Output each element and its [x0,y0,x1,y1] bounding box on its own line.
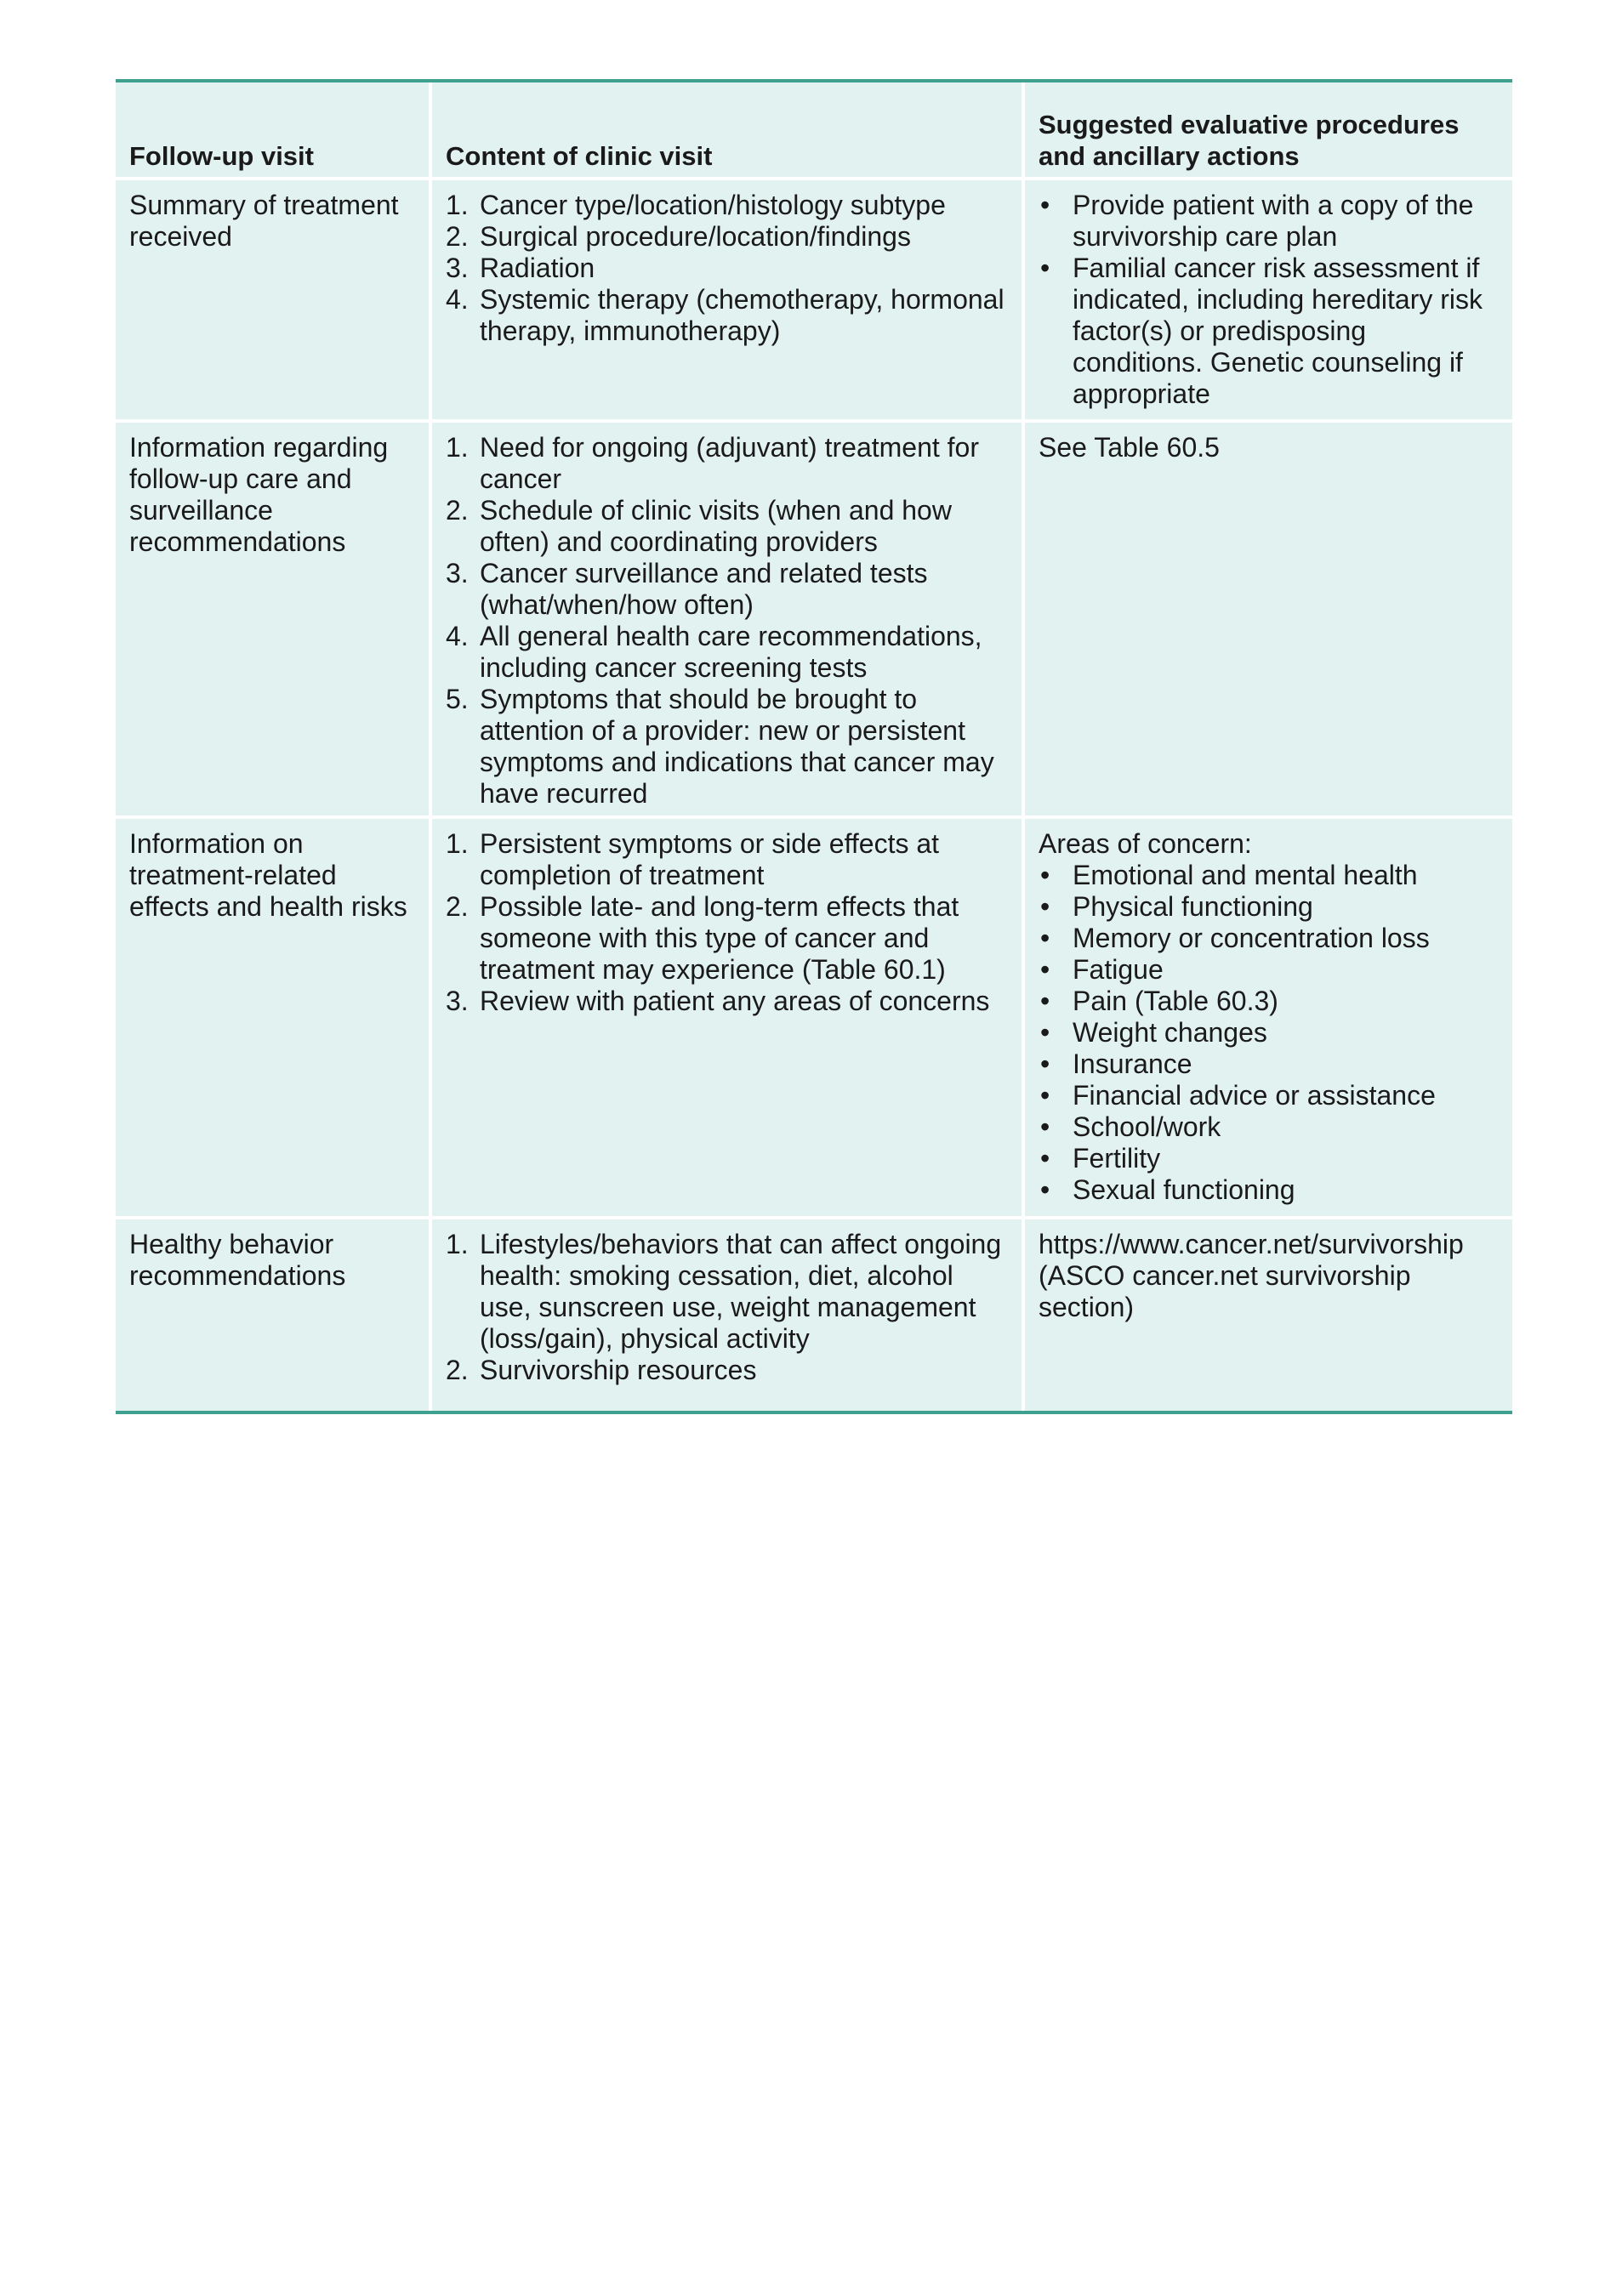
bullet-icon: • [1040,954,1050,985]
bullet-item [1039,253,1500,410]
bullet-icon: • [1040,1049,1050,1079]
bullet-icon: • [1040,860,1050,890]
follow-up-visit-text: Healthy behavior recommendations [129,1229,346,1291]
numbered-list [446,190,1010,347]
list-item-number: 2. [446,495,469,526]
bullet-item [1039,1080,1500,1111]
follow-up-visit-text: Summary of treatment received [129,190,399,252]
bullet-item-text: Familial cancer risk assessment if indicated, including hereditary risk factor(s) or predisposing conditions. Genetic counseling if appropriate [1073,253,1483,409]
list-item-text: Symptoms that should be brought to attention of a provider: new or persistent symptoms and indications that cancer may have recurred [480,684,994,809]
list-item [446,253,1010,284]
suggested-procedures-cell [1023,1218,1512,1411]
survivorship-care-table [116,79,1512,1414]
suggested-procedures-cell [1023,179,1512,421]
numbered-list [446,432,1010,810]
list-item-number: 2. [446,1355,469,1385]
bullet-item-text: Financial advice or assistance [1073,1080,1436,1111]
list-item [446,432,1010,495]
list-item [446,891,1010,986]
bullet-item [1039,923,1500,954]
bullet-icon: • [1040,1174,1050,1205]
list-item [446,621,1010,684]
suggested-procedures-cell [1023,817,1512,1218]
list-item-number: 2. [446,891,469,922]
list-item-number: 1. [446,432,469,463]
header-row [116,82,1512,179]
table-header [116,82,1512,179]
bullet-item-text: Emotional and mental health [1073,860,1418,890]
numbered-list [446,1229,1010,1386]
follow-up-visit-cell [116,817,430,1218]
list-item [446,684,1010,810]
bullet-item-text: Insurance [1073,1049,1192,1079]
bullet-item-text: Fatigue [1073,954,1164,985]
list-item-text: Possible late- and long-term effects that someone with this type of cancer and treatment may experience (Table 60.1) [480,891,959,985]
list-item [446,1355,1010,1386]
list-item-number: 1. [446,190,469,220]
follow-up-visit-text: Information regarding follow-up care and surveillance recommendations [129,432,389,557]
bullet-item-text: School/work [1073,1111,1221,1142]
bullet-item [1039,1174,1500,1206]
clinic-visit-content-cell [430,179,1023,421]
bullet-item-text: Pain (Table 60.3) [1073,986,1278,1016]
table-row [116,179,1512,421]
bullet-item [1039,1111,1500,1143]
bullet-item [1039,190,1500,253]
list-item-text: Cancer surveillance and related tests (what/when/how often) [480,558,928,620]
list-item-text: Lifestyles/behaviors that can affect ongoing health: smoking cessation, diet, alcohol use, sunscreen use, weight management (loss/gain), physical activity [480,1229,1002,1354]
clinic-visit-content-cell [430,817,1023,1218]
list-item-number: 3. [446,253,469,283]
list-item-text: Need for ongoing (adjuvant) treatment for cancer [480,432,979,494]
list-item-text: Surgical procedure/location/findings [480,221,911,252]
bullet-item [1039,1017,1500,1049]
list-item-text: Cancer type/location/histology subtype [480,190,946,220]
bullet-item-text: Memory or concentration loss [1073,923,1430,953]
bullet-item [1039,954,1500,986]
list-item-text: Radiation [480,253,595,283]
list-item-text: Persistent symptoms or side effects at completion of treatment [480,828,940,890]
procedures-text: See Table 60.5 [1039,432,1220,463]
bullet-list [1039,190,1500,410]
bullet-icon: • [1040,986,1050,1016]
list-item-number: 4. [446,621,469,651]
table-body [116,179,1512,1411]
list-item-number: 3. [446,558,469,588]
follow-up-visit-cell [116,421,430,817]
bullet-icon: • [1040,923,1050,953]
bullet-list [1039,860,1500,1206]
bullet-item-text: Physical functioning [1073,891,1313,922]
list-item-number: 3. [446,986,469,1016]
bullet-item [1039,986,1500,1017]
bullet-icon: • [1040,253,1050,283]
follow-up-visit-text: Information on treatment-related effects and health risks [129,828,407,922]
care-plan-table [116,82,1512,1411]
bullet-item-text: Fertility [1073,1143,1161,1174]
procedures-text: Areas of concern: [1039,828,1252,859]
procedures-text: https://www.cancer.net/survivorship (ASCO cancer.net survivorship section) [1039,1229,1464,1322]
bullet-item [1039,1143,1500,1174]
list-item [446,558,1010,621]
list-item-text: Systemic therapy (chemotherapy, hormonal therapy, immunotherapy) [480,284,1005,346]
follow-up-visit-cell [116,179,430,421]
list-item-text: Review with patient any areas of concerns [480,986,990,1016]
clinic-visit-content-cell [430,1218,1023,1411]
bullet-item-text: Provide patient with a copy of the survivorship care plan [1073,190,1474,252]
list-item [446,1229,1010,1355]
list-item [446,221,1010,253]
bullet-icon: • [1040,1017,1050,1048]
bullet-icon: • [1040,1111,1050,1142]
list-item [446,828,1010,891]
bullet-item-text: Weight changes [1073,1017,1267,1048]
list-item-number: 1. [446,828,469,859]
suggested-procedures-cell [1023,421,1512,817]
list-item [446,284,1010,347]
bullet-icon: • [1040,1080,1050,1111]
header-suggested-procedures: Suggested evaluative procedures and ancillary actions [1023,82,1512,179]
bullet-icon: • [1040,190,1050,220]
list-item-number: 5. [446,684,469,714]
list-item [446,190,1010,221]
list-item-number: 1. [446,1229,469,1259]
table-row [116,421,1512,817]
bullet-item-text: Sexual functioning [1073,1174,1295,1205]
header-content-of-clinic-visit: Content of clinic visit [430,82,1023,179]
list-item-text: Survivorship resources [480,1355,757,1385]
numbered-list [446,828,1010,1017]
list-item [446,495,1010,558]
header-follow-up-visit: Follow-up visit [116,82,430,179]
table-row [116,1218,1512,1411]
clinic-visit-content-cell [430,421,1023,817]
bullet-icon: • [1040,891,1050,922]
list-item-number: 2. [446,221,469,252]
bullet-item [1039,891,1500,923]
list-item [446,986,1010,1017]
table-row [116,817,1512,1218]
bullet-item [1039,860,1500,891]
follow-up-visit-cell [116,1218,430,1411]
list-item-number: 4. [446,284,469,315]
bullet-item [1039,1049,1500,1080]
list-item-text: Schedule of clinic visits (when and how often) and coordinating providers [480,495,952,557]
bullet-icon: • [1040,1143,1050,1174]
list-item-text: All general health care recommendations, including cancer screening tests [480,621,982,683]
